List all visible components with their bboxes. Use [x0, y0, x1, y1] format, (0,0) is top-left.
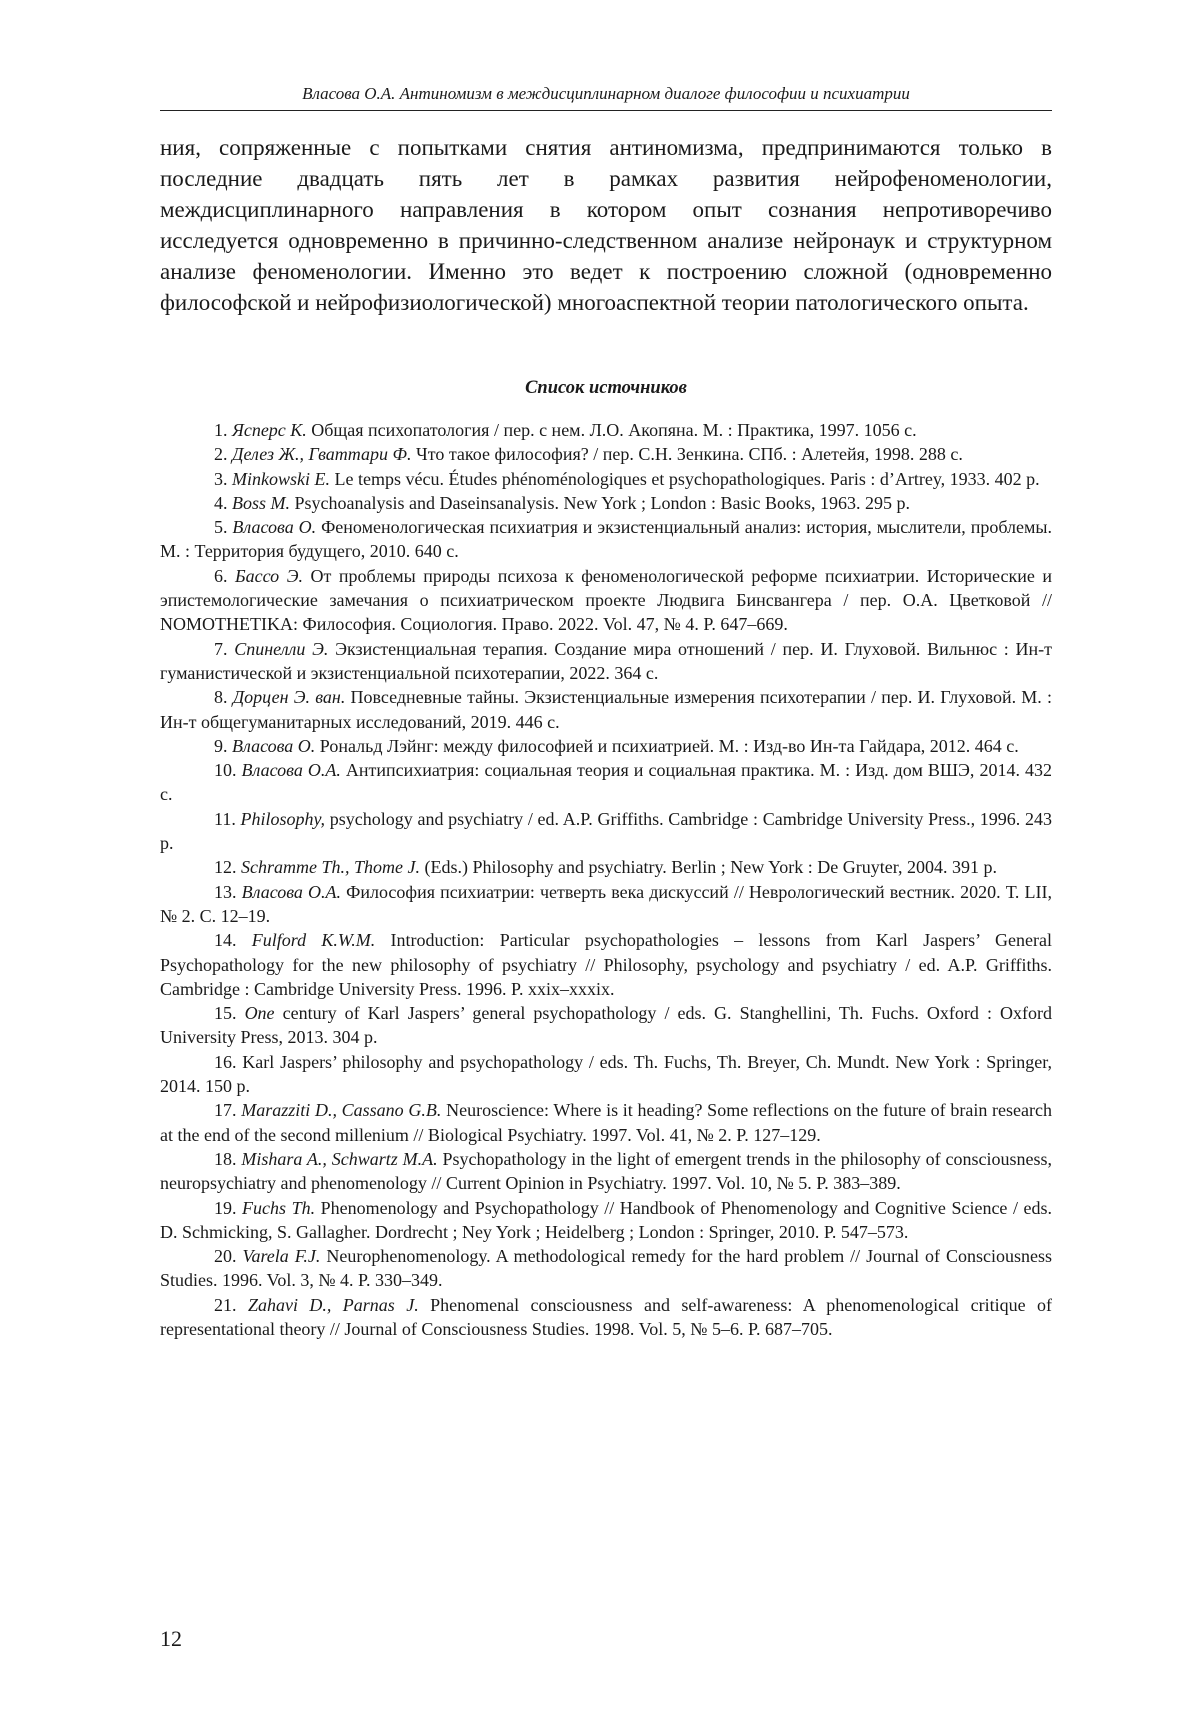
reference-item: 11. Philosophy, psychology and psychiatry / ed. A.P. Griffiths. Cambridge : Cambridge University Press., 1996. 243 p.	[160, 808, 1052, 854]
body-paragraph: ния, сопряженные с попытками снятия антиномизма, предпринимаются только в последние двадцать пять лет в рамках развития нейрофеноменологии, междисциплинарного направления в котором опыт сознания непротиворечиво исследуется одновременно в причинно-следственном анализе нейронаук и структурном анализе феноменологии. Именно это ведет к построению сложной (одновременно философской и нейрофизиологической) многоаспектной теории патологического опыта.	[160, 135, 1052, 315]
reference-item: 15. One century of Karl Jaspers’ general psychopathology / eds. G. Stanghellini, Th. Fuchs. Oxford : Oxford University Press, 2013. 304 p.	[160, 1003, 1053, 1048]
reference-item: 6. Бассо Э. От проблемы природы психоза к феноменологической реформе психиатрии. Исторические и эпистемологические замечания о психиатрическом проекте Людвига Бинсвангера / пер. О.А. Цветковой // NOMOTHETIKA: Философия. Социология. Право. 2022. Vol. 47, № 4. P. 647–669.	[160, 565, 1052, 635]
reference-item: 14. Fulford K.W.M. Introduction: Particular psychopathologies – lessons from Karl Jaspers’ General Psychopathology for the new philosophy of psychiatry // Philosophy, psychology and psychiatry / ed. A.P. Griffiths. Cambridge : Cambridge University Press. 1996. P. xxix–xxxix.	[160, 930, 1052, 999]
reference-item: 4. Boss M. Psychoanalysis and Daseinsanalysis. New York ; London : Basic Books, 1963. 295 p.	[214, 492, 910, 513]
references-title: Список источников	[525, 378, 687, 398]
reference-item: 8. Дорцен Э. ван. Повседневные тайны. Экзистенциальные измерения психотерапии / пер. И. Глуховой. М. : Ин-т общегуманитарных исследований, 2019. 446 с.	[160, 687, 1052, 732]
reference-item: 1. Ясперс К. Общая психопатология / пер. с нем. Л.О. Акопяна. М. : Практика, 1997. 1056 с.	[214, 420, 917, 440]
reference-item: 18. Mishara A., Schwartz M.A. Psychopathology in the light of emergent trends in the philosophy of consciousness, neuropsychiatry and phenomenology // Current Opinion in Psychiatry. 1997. Vol. 10, № 5. P. 383–389.	[160, 1148, 1053, 1194]
reference-item: 13. Власова О.А. Философия психиатрии: четверть века дискуссий // Неврологический вестник. 2020. Т. LII, № 2. С. 12–19.	[160, 881, 1053, 926]
reference-item: 17. Marazziti D., Cassano G.B. Neuroscience: Where is it heading? Some reflections on the future of brain research at the end of the second millenium // Biological Psychiatry. 1997. Vol. 41, № 2. P. 127–129.	[160, 1100, 1053, 1145]
reference-item: 7. Спинелли Э. Экзистенциальная терапия. Создание мира отношений / пер. И. Глуховой. Вильнюс : Ин-т гуманистической и экзистенциальной психотерапии, 2022. 364 с.	[160, 638, 1052, 683]
running-header: Власова О.А. Антиномизм в междисциплинарном диалоге философии и психиатрии	[160, 84, 1052, 111]
reference-item: 3. Minkowski E. Le temps vécu. Études phénoménologiques et psychopathologiques. Paris : d’Artrey, 1933. 402 p.	[214, 468, 1040, 489]
reference-item: 16. Karl Jaspers’ philosophy and psychopathology / eds. Th. Fuchs, Th. Breyer, Ch. Mundt. New York : Springer, 2014. 150 p.	[160, 1051, 1052, 1097]
reference-item: 21. Zahavi D., Parnas J. Phenomenal consciousness and self-awareness: A phenomenological critique of representational theory // Journal of Consciousness Studies. 1998. Vol. 5, № 5–6. P. 687–705.	[160, 1294, 1052, 1339]
page-number: 12	[160, 1626, 182, 1651]
reference-item: 20. Varela F.J. Neurophenomenology. A methodological remedy for the hard problem // Journal of Consciousness Studies. 1996. Vol. 3, № 4. P. 330–349.	[160, 1246, 1052, 1291]
reference-item: 12. Schramme Th., Thome J. (Eds.) Philosophy and psychiatry. Berlin ; New York : De Gruyter, 2004. 391 p.	[214, 857, 998, 878]
reference-item: 10. Власова О.А. Антипсихиатрия: социальная теория и социальная практика. М. : Изд. дом ВШЭ, 2014. 432 с.	[160, 760, 1052, 805]
reference-item: 19. Fuchs Th. Phenomenology and Psychopathology // Handbook of Phenomenology and Cognitive Science / eds. D. Schmicking, S. Gallagher. Dordrecht ; Ney York ; Heidelberg ; London : Springer, 2010. P. 547–573.	[160, 1197, 1053, 1242]
reference-item: 5. Власова О. Феноменологическая психиатрия и экзистенциальный анализ: история, мыслители, проблемы. М. : Территория будущего, 2010. 640 с.	[160, 517, 1052, 562]
references-list	[160, 418, 1052, 1341]
reference-item: 9. Власова О. Рональд Лэйнг: между философией и психиатрией. М. : Изд-во Ин-та Гайдара, 2012. 464 с.	[214, 735, 1019, 756]
reference-item: 2. Делез Ж., Гваттари Ф. Что такое философия? / пер. С.Н. Зенкина. СПб. : Алетейя, 1998. 288 с.	[214, 444, 963, 465]
